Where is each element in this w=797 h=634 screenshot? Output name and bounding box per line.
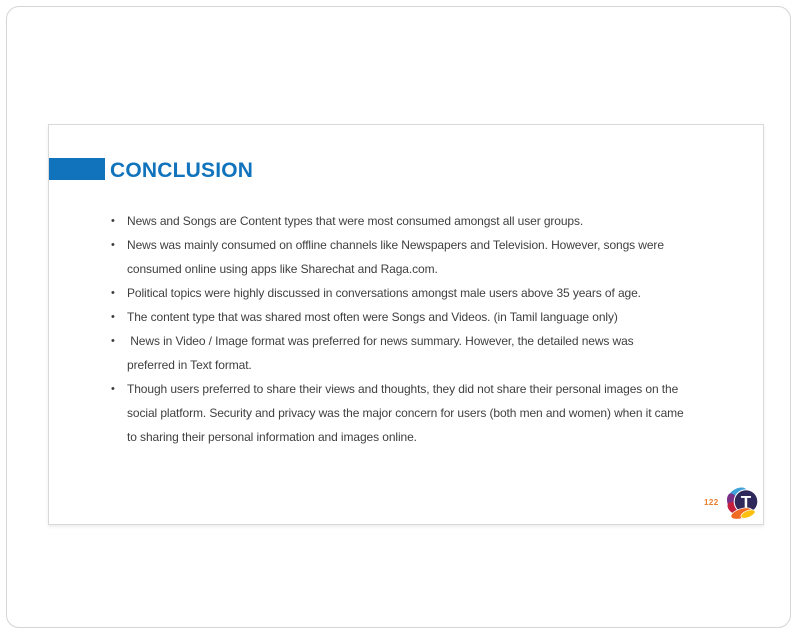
- title-accent-bar: [49, 158, 105, 180]
- bullet-text: [127, 209, 771, 233]
- bullet-line: preferred in Text format.: [127, 358, 252, 372]
- bullet-text: [127, 377, 771, 449]
- bullet-item: [111, 329, 771, 377]
- bullet-item: [111, 305, 771, 329]
- bullet-marker: •: [111, 215, 115, 227]
- bullet-item: [111, 281, 771, 305]
- bullet-line: consumed online using apps like Sharechat and Raga.com.: [127, 262, 438, 276]
- bullet-text: [127, 329, 771, 377]
- bullet-item: [111, 233, 771, 281]
- slide-canvas: [48, 124, 764, 525]
- bullet-text: [127, 281, 771, 305]
- bullet-text: [127, 305, 771, 329]
- bullet-marker: •: [111, 383, 115, 395]
- bullet-text: [127, 233, 771, 281]
- app-frame: [6, 6, 791, 628]
- bullet-item: [111, 209, 771, 233]
- bullet-marker: •: [111, 335, 115, 347]
- bullet-line: Political topics were highly discussed in conversations amongst male users above 35 years of age.: [127, 286, 641, 300]
- bullet-marker: •: [111, 311, 115, 323]
- bullet-line: News was mainly consumed on offline channels like Newspapers and Television. However, songs were: [127, 238, 664, 252]
- tns-swirl-logo-icon: [725, 486, 759, 521]
- bullet-list: [111, 209, 771, 449]
- bullet-line: News in Video / Image format was preferred for news summary. However, the detailed news was: [127, 334, 634, 348]
- bullet-marker: •: [111, 239, 115, 251]
- bullet-line: News and Songs are Content types that were most consumed amongst all user groups.: [127, 214, 584, 228]
- bullet-line: to sharing their personal information and images online.: [127, 430, 417, 444]
- bullet-marker: •: [111, 287, 115, 299]
- bullet-line: Though users preferred to share their views and thoughts, they did not share their personal images on the: [127, 382, 679, 396]
- bullet-line: social platform. Security and privacy was the major concern for users (both men and women) when it came: [127, 406, 684, 420]
- slide-title: CONCLUSION: [110, 159, 254, 182]
- bullet-item: [111, 377, 771, 449]
- page-number: 122: [704, 498, 719, 507]
- bullet-line: The content type that was shared most often were Songs and Videos. (in Tamil language only): [127, 310, 618, 324]
- logo-letter: T: [740, 492, 752, 512]
